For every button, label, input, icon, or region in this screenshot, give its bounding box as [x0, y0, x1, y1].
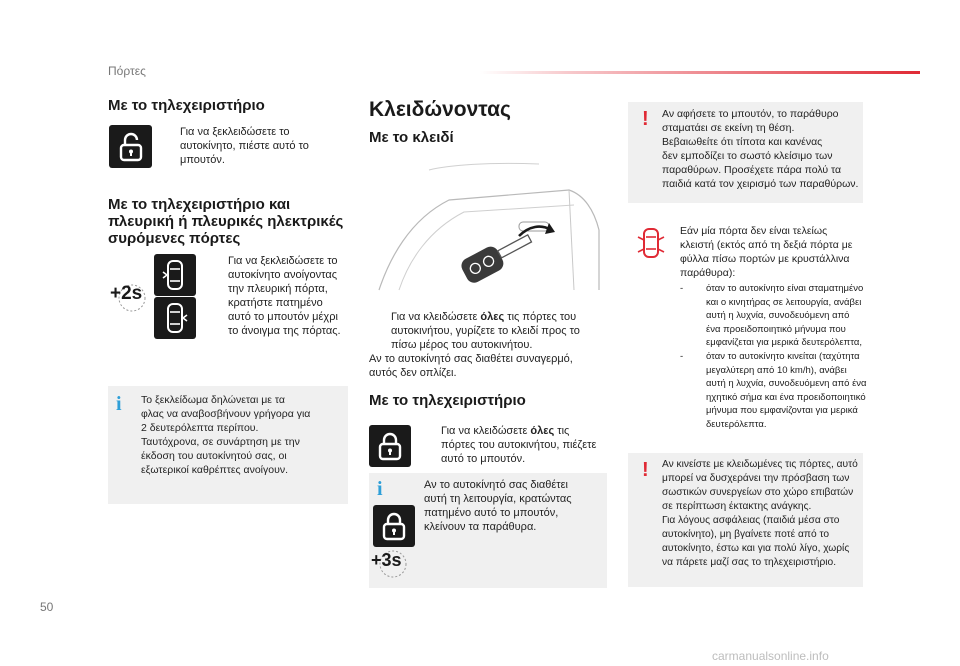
- sliding-door-right-button-icon: [154, 297, 196, 339]
- locking-title: Κλειδώνοντας: [369, 98, 511, 121]
- info-icon: i: [116, 393, 122, 415]
- door-key-illustration: [369, 160, 607, 295]
- lock-remote-title: Με το τηλεχειριστήριο: [369, 392, 526, 409]
- locked-driving-warning-text: Αν κινείστε με κλειδωμένες τις πόρτες, αυτό μπορεί να δυσχεράνει την πρόσβαση των σωστικών συνεργείων στο χώρο επιβατών σε περίπτωση έκτακτης ανάγκης. Για λόγους ασφάλειας (παιδιά μέσα στο αυτοκίνητο), μη βγαίνετε ποτέ από το αυτοκίνητο, έστω και για πολύ λίγο, χωρίς να πάρετε μαζί σας το τηλεχειριστήριο.: [662, 459, 858, 568]
- lock-remote-instruction: Για να κλειδώσετε όλες τις πόρτες του αυτοκινήτου, πιέζετε αυτό το μπουτόν.: [441, 425, 597, 465]
- unlock-remote-title: Με το τηλεχειριστήριο: [108, 97, 265, 114]
- watermark: carmanualsonline.info: [712, 649, 829, 663]
- section-header: Πόρτες: [108, 64, 146, 78]
- unlock-remote-instruction: Για να ξεκλειδώσετε το αυτοκίνητο, πιέστε αυτό το μπουτόν.: [180, 126, 309, 166]
- warning-icon: !: [642, 459, 649, 481]
- hold-3s-badge: +3s: [371, 550, 402, 571]
- unlock-info-note-text: Το ξεκλείδωμα δηλώνεται με τα φλας να αναβοσβήνουν γρήγορα για 2 δευτερόλεπτα περίπου. Ταυτόχρονα, σε συνάρτηση με την έκδοση του αυτοκίνητού σας, οι εξωτερικοί καθρέπτες ανοίγουν.: [141, 394, 311, 476]
- header-rule: [480, 71, 920, 74]
- list-item: - όταν το αυτοκίνητο είναι σταματημένο και ο κινητήρας σε λειτουργία, ανάβει αυτή η λυχνία, συνοδευόμενη από ένα προειδοποιητικό μήνυμα που εμφανίζεται για μερικά δευτερόλεπτα,: [680, 283, 864, 349]
- window-close-info-text: Αν το αυτοκίνητό σας διαθέτει αυτή τη λειτουργία, κρατώντας πατημένο αυτό το μπουτόν, κλείνουν τα παράθυρα.: [424, 479, 572, 533]
- sliding-door-unlock-title: Με το τηλεχειριστήριο και πλευρική ή πλευρικές ηλεκτρικές συρόμενες πόρτες: [108, 196, 344, 247]
- unlock-button-icon: [109, 125, 152, 168]
- page-number: 50: [40, 600, 54, 614]
- lock-key-alarm-note: Αν το αυτοκίνητό σας διαθέτει συναγερμό, αυτός δεν οπλίζει.: [369, 353, 573, 379]
- door-open-warning-icon: [636, 226, 666, 260]
- sliding-door-left-button-icon: [154, 254, 196, 296]
- list-item: - όταν το αυτοκίνητο κινείται (ταχύτητα μεγαλύτερη από 10 km/h), ανάβει αυτή η λυχνία, συνοδευόμενη από ένα ηχητικό σήμα και ένα προειδοποιητικό μήνυμα που εμφανίζονται για μερικά δευτερόλεπτα.: [680, 350, 867, 430]
- window-warning-text: Αν αφήσετε το μπουτόν, το παράθυρο σταματάει σε εκείνη τη θέση. Βεβαιωθείτε ότι τίποτα και κανένας δεν εμποδίζει το σωστό κλείσιμο των παραθύρων. Προσέχετε πάρα πολύ τα παιδιά κατά τον χειρισμό των παραθύρων.: [662, 108, 859, 190]
- info-icon: i: [377, 478, 383, 500]
- door-open-intro: Εάν μία πόρτα δεν είναι τελείως κλειστή (εκτός από τη δεξιά πόρτα με φύλλα πίσω πορτών με κρυστάλλινα παράθυρα):: [680, 225, 853, 279]
- sliding-door-unlock-instruction: Για να ξεκλειδώσετε το αυτοκίνητο ανοίγοντας την πλευρική πόρτα, κρατήστε πατημένο αυτό το μπουτόν μέχρι το άνοιγμα της πόρτας.: [228, 255, 341, 337]
- door-open-condition-list: [680, 282, 878, 432]
- lock-button-icon: [369, 425, 411, 467]
- lock-key-title: Με το κλειδί: [369, 129, 454, 146]
- warning-icon: !: [642, 108, 649, 130]
- hold-2s-badge: +2s: [110, 283, 142, 305]
- lock-button-hold-icon: [373, 505, 415, 547]
- lock-key-instruction: Για να κλειδώσετε όλες τις πόρτες του αυτοκινήτου, γυρίζετε το κλειδί προς το πίσω μέρος του αυτοκινήτου.: [391, 311, 580, 351]
